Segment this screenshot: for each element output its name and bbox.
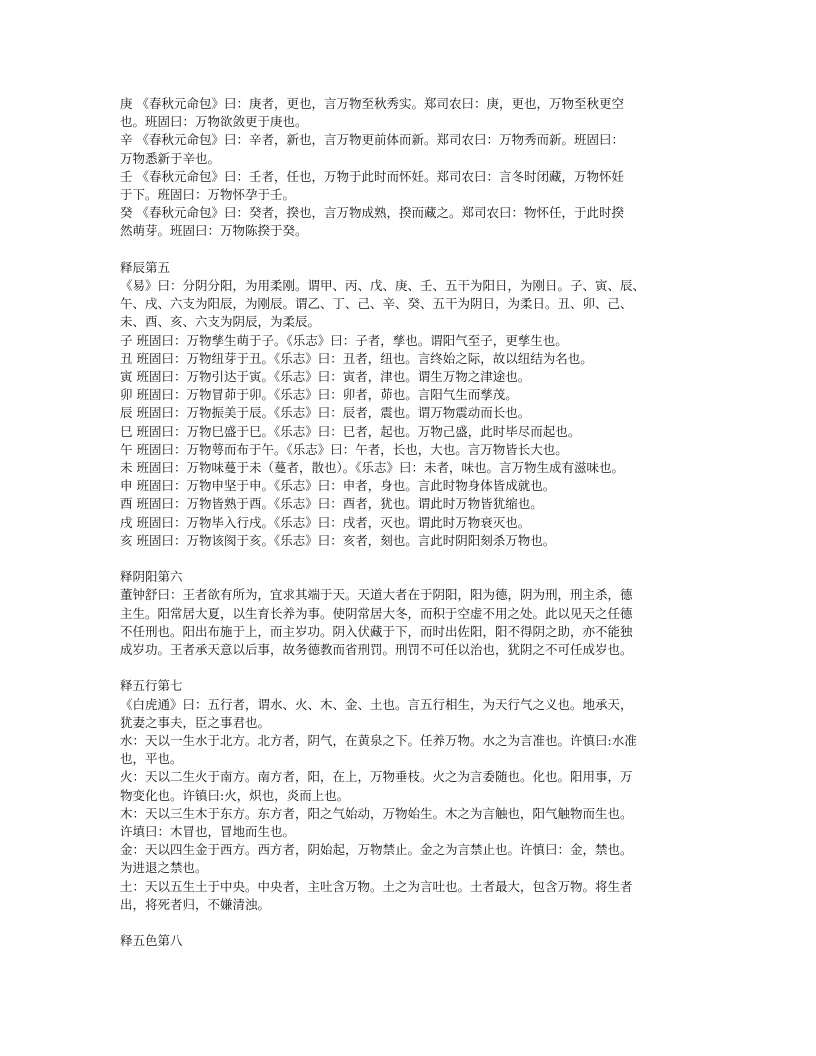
text-line: 寅 班固曰：万物引达于寅。《乐志》曰：寅者，津也。谓生万物之津途也。 <box>120 369 531 385</box>
text-line: 水：天以一生水于北方。北方者，阴气，在黄泉之下。任养万物。水之为言准也。许慎曰:水准 <box>120 733 637 749</box>
text-line: 犹妻之事夫，臣之事君也。 <box>120 714 271 730</box>
text-line: 庚 《春秋元命包》曰：庚者，更也，言万物至秋秀实。郑司农曰：庚，更也，万物至秋更空 <box>120 96 624 111</box>
section-chen <box>120 259 700 550</box>
text-line: 万物悉新于辛也。 <box>120 150 221 166</box>
text-line: 不任刑也。阳出布施于上，而主岁功。阴入伏藏于下，而时出佐阳，阳不得阴之助，亦不能独 <box>120 623 633 639</box>
section-wuse <box>120 932 700 950</box>
text-line: 巳 班固曰：万物巳盛于巳。《乐志》曰：巳者，起也。万物己盛，此时毕尽而起也。 <box>120 423 581 439</box>
text-line: 壬 《春秋元命包》曰：壬者，任也，万物于此时而怀妊。郑司农曰：言冬时闭藏，万物怀妊 <box>120 168 624 184</box>
text-line: 酉 班固曰：万物皆熟于酉。《乐志》曰：酉者，犹也。谓此时万物皆犹缩也。 <box>120 496 543 512</box>
text-line: 成岁功。王者承天意以后事，故务德教而省刑罚。刑罚不可任以治也，犹阴之不可任成岁也。 <box>120 642 633 658</box>
text-line: 物变化也。许镇曰:火，炽也，炎而上也。 <box>120 787 350 803</box>
text-line: 卯 班固曰：万物冒茆于卯。《乐志》曰：卯者，茆也。言阳气生而孳茂。 <box>120 387 518 403</box>
section-title: 释辰第五 <box>120 259 171 275</box>
text-line: 亥 班固曰：万物该阂于亥。《乐志》曰：亥者，刻也。言此时阴阳刻杀万物也。 <box>120 532 556 548</box>
text-line: 戌 班固曰：万物毕入行戌。《乐志》曰：戌者，灭也。谓此时万物衰灭也。 <box>120 514 531 530</box>
text-line: 午 班固曰：万物萼而布于午。《乐志》曰：午者，长也，大也。言万物皆长大也。 <box>120 441 568 457</box>
text-line: 然萌芽。班固曰：万物陈揆于癸。 <box>120 223 308 239</box>
text-line: 也，平也。 <box>120 751 183 767</box>
section-title: 释五行第七 <box>120 678 183 694</box>
text-line: 辰 班固曰：万物振美于辰。《乐志》曰：辰者，震也。谓万物震动而长也。 <box>120 405 531 421</box>
text-line: 许填曰：木冒也，冒地而生也。 <box>120 824 296 840</box>
text-line: 为进退之禁也。 <box>120 860 208 876</box>
text-line: 子 班固曰：万物孳生萌于子。《乐志》曰：子者，孳也。谓阳气至子，更孳生也。 <box>120 332 568 348</box>
text-line: 午、戌、六支为阳辰，为刚辰。谓乙、丁、己、辛、癸、五干为阴日，为柔日。丑、卯、己、 <box>120 296 633 312</box>
text-line: 主生。阳常居大夏，以生育长养为事。使阴常居大冬，而积于空虚不用之处。此以见天之任德 <box>120 605 633 621</box>
text-line: 金：天以四生金于西方。西方者，阴始起，万物禁止。金之为言禁止也。许慎曰：金，禁也。 <box>120 842 633 858</box>
text-line: 《易》曰：分阴分阳，为用柔刚。谓甲、丙、戊、庚、壬、五干为阳日，为刚日。子、寅、辰、 <box>120 278 646 294</box>
text-line: 于下。班固曰：万物怀孕于壬。 <box>120 187 296 203</box>
section-title: 释五色第八 <box>120 933 183 949</box>
document-page <box>120 95 700 950</box>
intro-section <box>120 95 700 241</box>
text-line: 未、酉、亥、六支为阴辰，为柔辰。 <box>120 314 321 330</box>
text-line: 木：天以三生木于东方。东方者，阳之气始动，万物始生。木之为言触也，阳气触物而生也。 <box>120 805 633 821</box>
text-line: 《白虎通》曰：五行者，谓水、火、木、金、土也。言五行相生，为天行气之义也。地承天， <box>120 696 633 712</box>
text-line: 土：天以五生土于中央。中央者，主吐含万物。土之为言吐也。土者最大，包含万物。将生者 <box>120 878 633 894</box>
text-line: 未 班固曰：万物味蔓于未（蔓者，散也）。《乐志》曰：未者，味也。言万物生成有滋味也。 <box>120 460 624 476</box>
section-title: 释阴阳第六 <box>120 569 183 585</box>
section-yinyang <box>120 568 700 659</box>
text-line: 申 班固曰：万物申坚于申。《乐志》曰：申者，身也。言此时物身体皆成就也。 <box>120 478 556 494</box>
text-line: 也。班固曰：万物欲敛更于庚也。 <box>120 114 308 130</box>
text-line: 辛 《春秋元命包》曰：辛者，新也，言万物更前体而新。郑司农曰：万物秀而新。班固曰： <box>120 132 624 148</box>
section-wuxing <box>120 677 700 914</box>
text-line: 出，将死者归，不嫌清浊。 <box>120 896 271 912</box>
text-line: 癸 《春秋元命包》曰：癸者，揆也，言万物成熟，揆而藏之。郑司农曰：物怀任，于此时揆 <box>120 205 624 221</box>
text-line: 丑 班固曰：万物纽芽于丑。《乐志》曰：丑者，纽也。言终始之际，故以纽结为名也。 <box>120 350 593 366</box>
text-line: 火：天以二生火于南方。南方者，阳，在上，万物垂枝。火之为言委随也。化也。阳用事，万 <box>120 769 633 785</box>
text-line: 董钟舒曰：王者欲有所为，宜求其端于天。天道大者在于阴阳，阳为德，阴为刑，刑主杀，德 <box>120 587 633 603</box>
